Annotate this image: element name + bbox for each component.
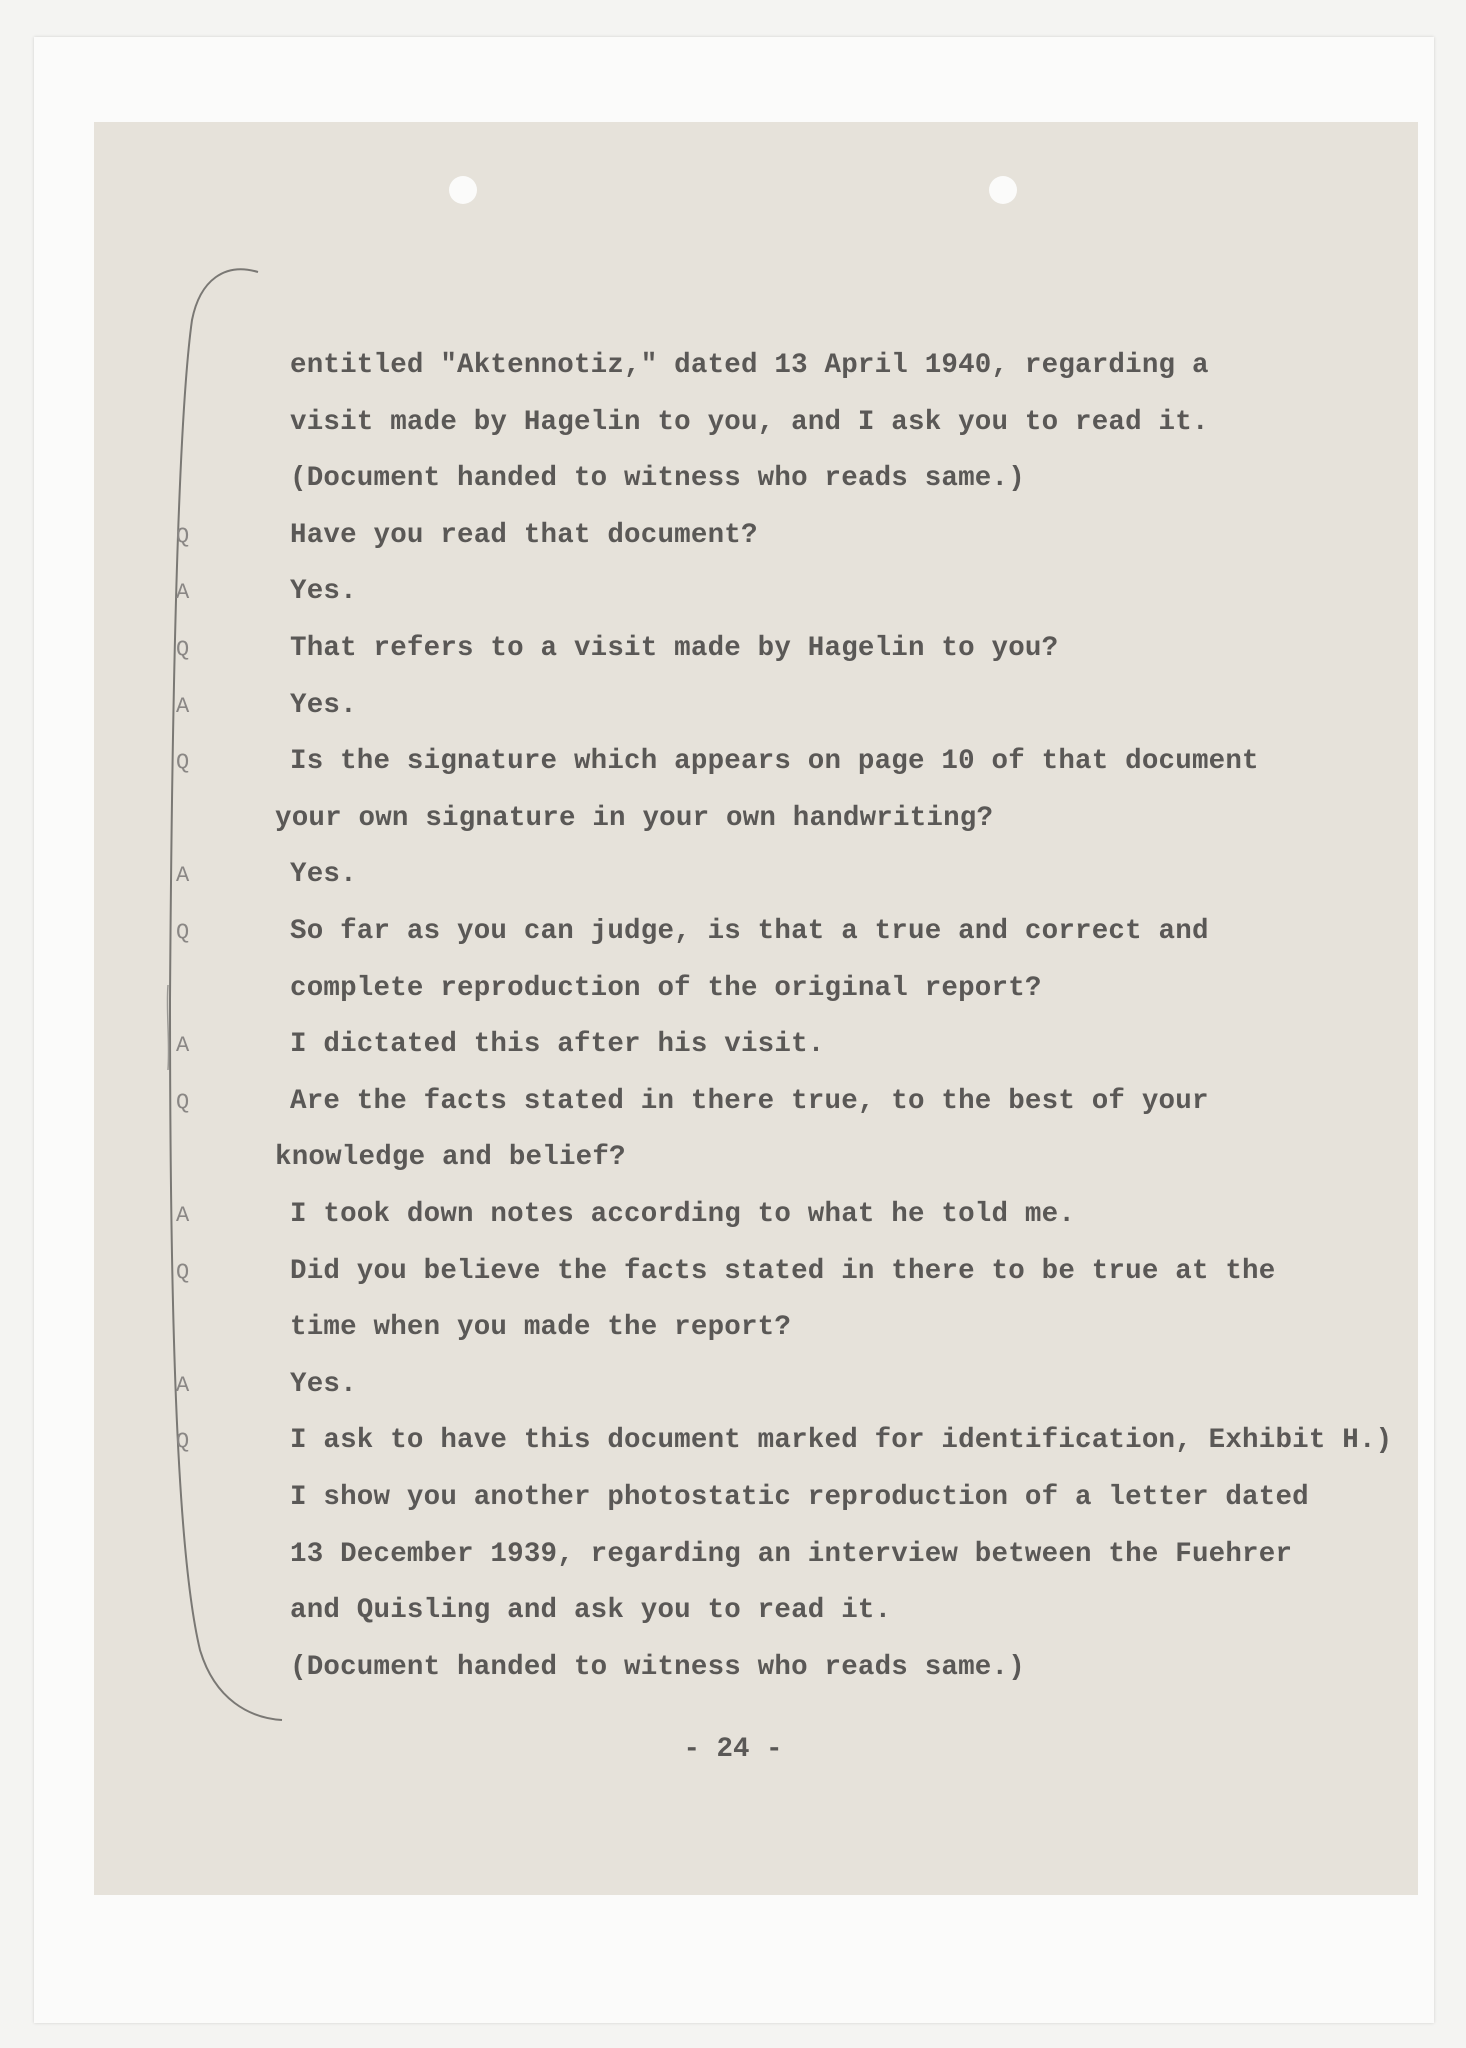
transcript-line: I took down notes according to what he told me.: [290, 1199, 1076, 1230]
transcript-line: (Document handed to witness who reads same.): [290, 1651, 1025, 1683]
transcript-line: knowledge and belief?: [275, 1142, 626, 1174]
transcript-line: Did you believe the facts stated in there to be true at the: [290, 1255, 1276, 1287]
speaker-label: Q: [176, 523, 190, 549]
transcript-line: (Document handed to witness who reads same.): [290, 463, 1025, 495]
transcript-line: Yes.: [290, 1368, 357, 1400]
transcript-line: and Quisling and ask you to read it.: [290, 1595, 892, 1627]
speaker-label: A: [176, 1033, 190, 1059]
transcript-line: Is the signature which appears on page 10 of that document: [290, 746, 1259, 778]
transcript-line: entitled "Aktennotiz," dated 13 April 1940, regarding a: [290, 350, 1209, 381]
transcript-line: 13 December 1939, regarding an interview between the Fuehrer: [290, 1538, 1293, 1570]
transcript-line: I show you another photostatic reproduction of a letter dated: [290, 1482, 1309, 1513]
transcript-line: time when you made the report?: [290, 1312, 792, 1344]
speaker-label: Q: [176, 1429, 190, 1455]
transcript-line: Yes.: [290, 576, 357, 608]
transcript-line: visit made by Hagelin to you, and I ask you to read it.: [290, 406, 1209, 438]
speaker-label: Q: [176, 1089, 190, 1115]
transcript-line: Are the facts stated in there true, to the best of your: [290, 1085, 1209, 1117]
transcript-line: Have you read that document?: [290, 519, 758, 551]
transcript-line: Yes.: [290, 689, 357, 721]
page-number: - 24 -: [683, 1734, 783, 1765]
transcript-line: complete reproduction of the original report?: [290, 972, 1042, 1004]
transcript-line: your own signature in your own handwriting?: [275, 802, 994, 834]
transcript-line: I dictated this after his visit.: [290, 1029, 825, 1061]
transcript-line: Yes.: [290, 859, 357, 891]
transcript-line: So far as you can judge, is that a true and correct and: [290, 916, 1209, 947]
speaker-label: A: [176, 1372, 190, 1398]
speaker-label: A: [176, 580, 190, 606]
speaker-label: Q: [176, 637, 190, 662]
speaker-label: A: [176, 1203, 190, 1228]
transcript-line: I ask to have this document marked for identification, Exhibit H.): [290, 1425, 1393, 1457]
speaker-label: A: [176, 863, 190, 889]
speaker-label: Q: [176, 750, 190, 776]
transcript-line: That refers to a visit made by Hagelin to you?: [290, 633, 1059, 664]
speaker-label: Q: [176, 920, 190, 945]
speaker-label: A: [176, 693, 190, 719]
speaker-label: Q: [176, 1259, 190, 1285]
